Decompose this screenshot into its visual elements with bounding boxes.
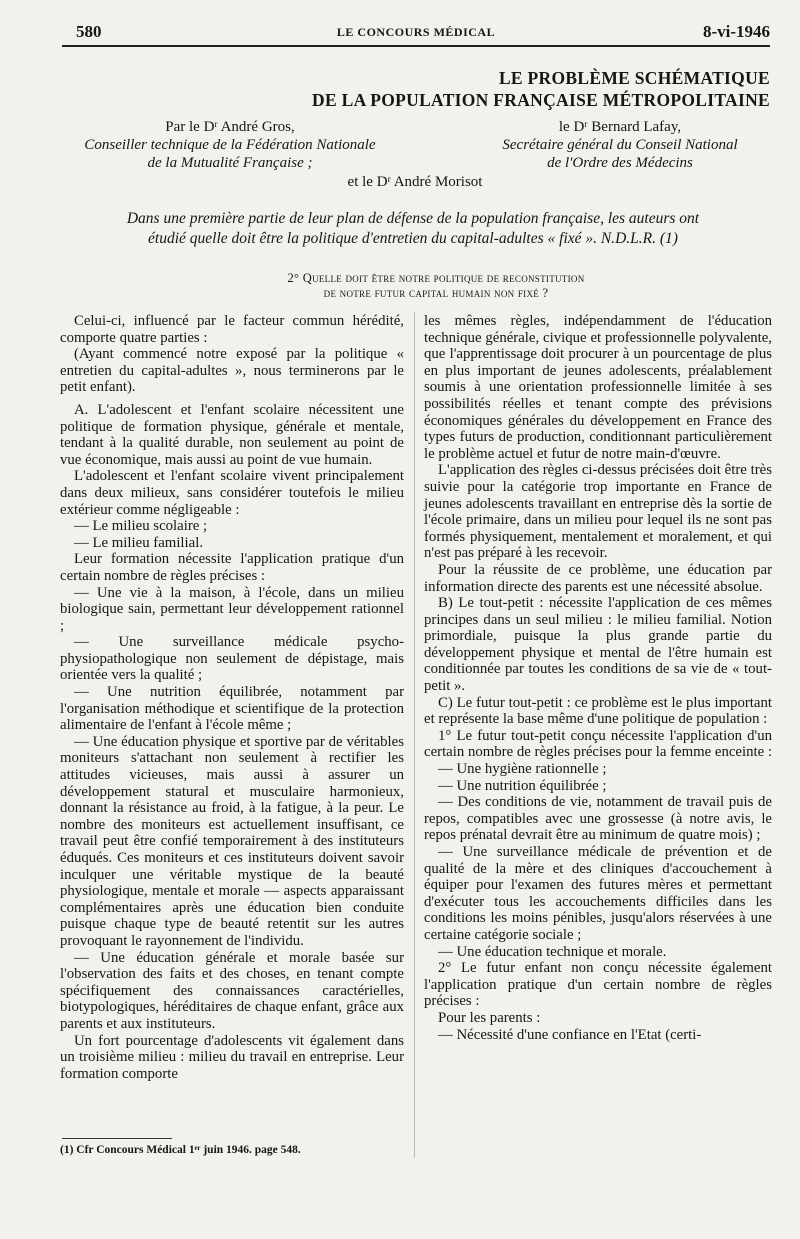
list-item: — Une surveillance médicale de prévention et de qualité de la mère et des cliniques d'accouchement à équiper pour l'examen des futures mères et permettant d'exécuter tous les accouchements difficiles dans les conditions les moins pénibles, jusqu'alors réservées à une certaine catégorie sociale ;	[424, 844, 772, 943]
author-1-role-line-2: de la Mutualité Française ;	[147, 155, 313, 171]
paragraph: A. L'adolescent et l'enfant scolaire nécessitent une politique de formation physique, générale et mentale, tendant à la qualité durable, non seulement au point de vue économique, mais aussi au point de vue humain.	[60, 401, 404, 468]
column-divider	[414, 312, 415, 1158]
list-item: — Le milieu familial.	[74, 534, 204, 551]
list-item: — Une nutrition équilibrée, notamment par l'organisation méthodique et scientifique de la protection alimentaire de l'enfant à l'école même ;	[60, 684, 404, 734]
paragraph: Celui-ci, influencé par le facteur commun hérédité, comporte quatre parties :	[60, 313, 404, 346]
right-column	[424, 313, 772, 1043]
paragraph: 1° Le futur tout-petit conçu nécessite l'application d'un certain nombre de règles précises pour la femme enceinte :	[424, 727, 772, 761]
list-item: — Une surveillance médicale psycho-physiopathologique non seulement de dépistage, mais orientée vers la qualité ;	[60, 634, 404, 684]
journal-name: LE CONCOURS MÉDICAL	[336, 25, 496, 39]
footnote: (1) Cfr Concours Médical 1ᵉʳ juin 1946. page 548.	[60, 1144, 301, 1156]
paragraph: C) Le futur tout-petit : ce problème est le plus important et représente la base même d'une politique de population :	[424, 694, 772, 728]
author-2-role-line-2: de l'Ordre des Médecins	[547, 155, 693, 171]
author-2-role-line-1: Secrétaire général du Conseil National	[502, 137, 738, 153]
list-item: — Une nutrition équilibrée ;	[438, 777, 607, 794]
issue-date: 8-vi-1946	[702, 22, 770, 41]
list-item: — Le milieu scolaire ;	[74, 518, 208, 535]
list-item: — Une éducation technique et morale.	[438, 943, 667, 960]
editor-note-line-2: étudié quelle doit être la politique d'entretien du capital-adultes « fixé ». N.D.L.R. (1)	[148, 230, 678, 247]
author-1-byline: Par le Dʳ André Gros,	[165, 119, 295, 135]
article-title-line-2: DE LA POPULATION FRANÇAISE MÉTROPOLITAINE	[312, 90, 770, 110]
editor-note-line-1: Dans une première partie de leur plan de défense de la population française, les auteurs ont	[126, 210, 700, 227]
paragraph: Leur formation nécessite l'application pratique d'un certain nombre de règles précises :	[60, 551, 404, 584]
editor-note	[56, 209, 770, 249]
paragraph: L'application des règles ci-dessus précisées doit être très suivie pour la catégorie trop importante en France de jeunes adolescents travaillant en entreprise dès la sortie de l'école primaire, dans un milieu pour lequel ils ne sont pas formés physiquement, mentalement et moralement, et qui n'est pas préparé à les recevoir.	[424, 462, 772, 562]
header-rule	[62, 45, 770, 47]
list-item: — Une vie à la maison, à l'école, dans un milieu biologique sain, permettant leur développement rationnel ;	[60, 584, 404, 634]
page-number: 580	[76, 22, 102, 41]
author-3-byline: et le Dʳ André Morisot	[347, 174, 483, 190]
paragraph: Un fort pourcentage d'adolescents vit également dans un troisième milieu : milieu du travail en entreprise. Leur formation comporte	[60, 1032, 404, 1082]
paragraph: Pour la réussite de ce problème, une éducation par information directe des parents est une nécessité absolue.	[424, 561, 772, 595]
list-item: — Une hygiène rationnelle ;	[438, 761, 607, 778]
list-item: — Une éducation générale et morale basée sur l'observation des faits et des choses, en tenant compte spécifiquement des connaissances caractérielles, biotypologiques, héréditaires de chaque enfant, grâce aux parents et aux instituteurs.	[60, 949, 404, 1032]
list-item: — Une éducation physique et sportive par de véritables moniteurs s'attachant non seulement à rectifier les attitudes vicieuses, mais aussi à assurer un développement statural et musculaire harmonieux, donnant la résistance au froid, à la fatigue, à la peur. Le nombre des moniteurs est actuellement insuffisant, ce travail peut être confié temporairement à des instituteurs éduqués. Ces moniteurs et ces instituteurs doivent savoir inculquer une véritable mystique de la beauté physiologique, mentale et morale — aspects apparaissant complémentaires après une éducation bien conduite puisque chaque type de beauté retentit sur les autres provoquant le rayonnement de l'individu.	[60, 733, 404, 949]
section-heading-line-1: 2° Quelle doit être notre politique de reconstitution	[287, 271, 585, 285]
paragraph: B) Le tout-petit : nécessite l'application de ces mêmes principes dans un seul milieu : le milieu familial. Notion primordiale, puisque la plus grande partie du développement physique et mental de l'être humain est conditionnée par toutes les conditions de sa vie de « tout-petit ».	[424, 595, 772, 695]
article-title-line-1: LE PROBLÈME SCHÉMATIQUE	[498, 68, 770, 88]
paragraph: les mêmes règles, indépendamment de l'éducation technique générale, civique et professionnelle polyvalente, que l'apprentissage doit procurer à un pourcentage de plus en plus important de jeunes adolescents, préalablement soumis à une orientation professionnelle limitée à ses possibilités réelles et tenant compte des prévisions économiques générales du développement en France des types futurs de production, conditionnant particulièrement le problème actuel et futur de notre main-d'œuvre.	[424, 313, 772, 462]
paragraph: Pour les parents :	[438, 1009, 541, 1026]
paragraph: 2° Le futur enfant non conçu nécessite également l'application pratique d'un certain nombre de règles précises :	[424, 960, 772, 1010]
running-head	[62, 22, 770, 42]
paragraph: L'adolescent et l'enfant scolaire vivent principalement dans deux milieux, sans considérer toutefois le milieu extérieur comme négligeable :	[60, 468, 404, 518]
footnote-rule	[62, 1138, 172, 1139]
paragraph: (Ayant commencé notre exposé par la politique « entretien du capital-adultes », nous terminerons par le petit enfant).	[60, 346, 404, 396]
list-item: — Des conditions de vie, notamment de travail puis de repos, compatibles avec une grossesse (à notre avis, le repos prénatal devrait être au minimum de quatre mois) ;	[424, 794, 772, 844]
author-block-1	[60, 118, 400, 172]
author-2-byline: le Dʳ Bernard Lafay,	[558, 119, 682, 135]
list-item: — Nécessité d'une confiance en l'Etat (certi-	[438, 1026, 702, 1043]
left-column	[60, 313, 404, 1082]
section-heading-line-2: de notre futur capital humain non fixé ?	[323, 286, 549, 300]
section-heading	[56, 271, 800, 301]
author-1-role-line-1: Conseiller technique de la Fédération Nationale	[84, 137, 376, 153]
author-block-2	[470, 118, 770, 172]
